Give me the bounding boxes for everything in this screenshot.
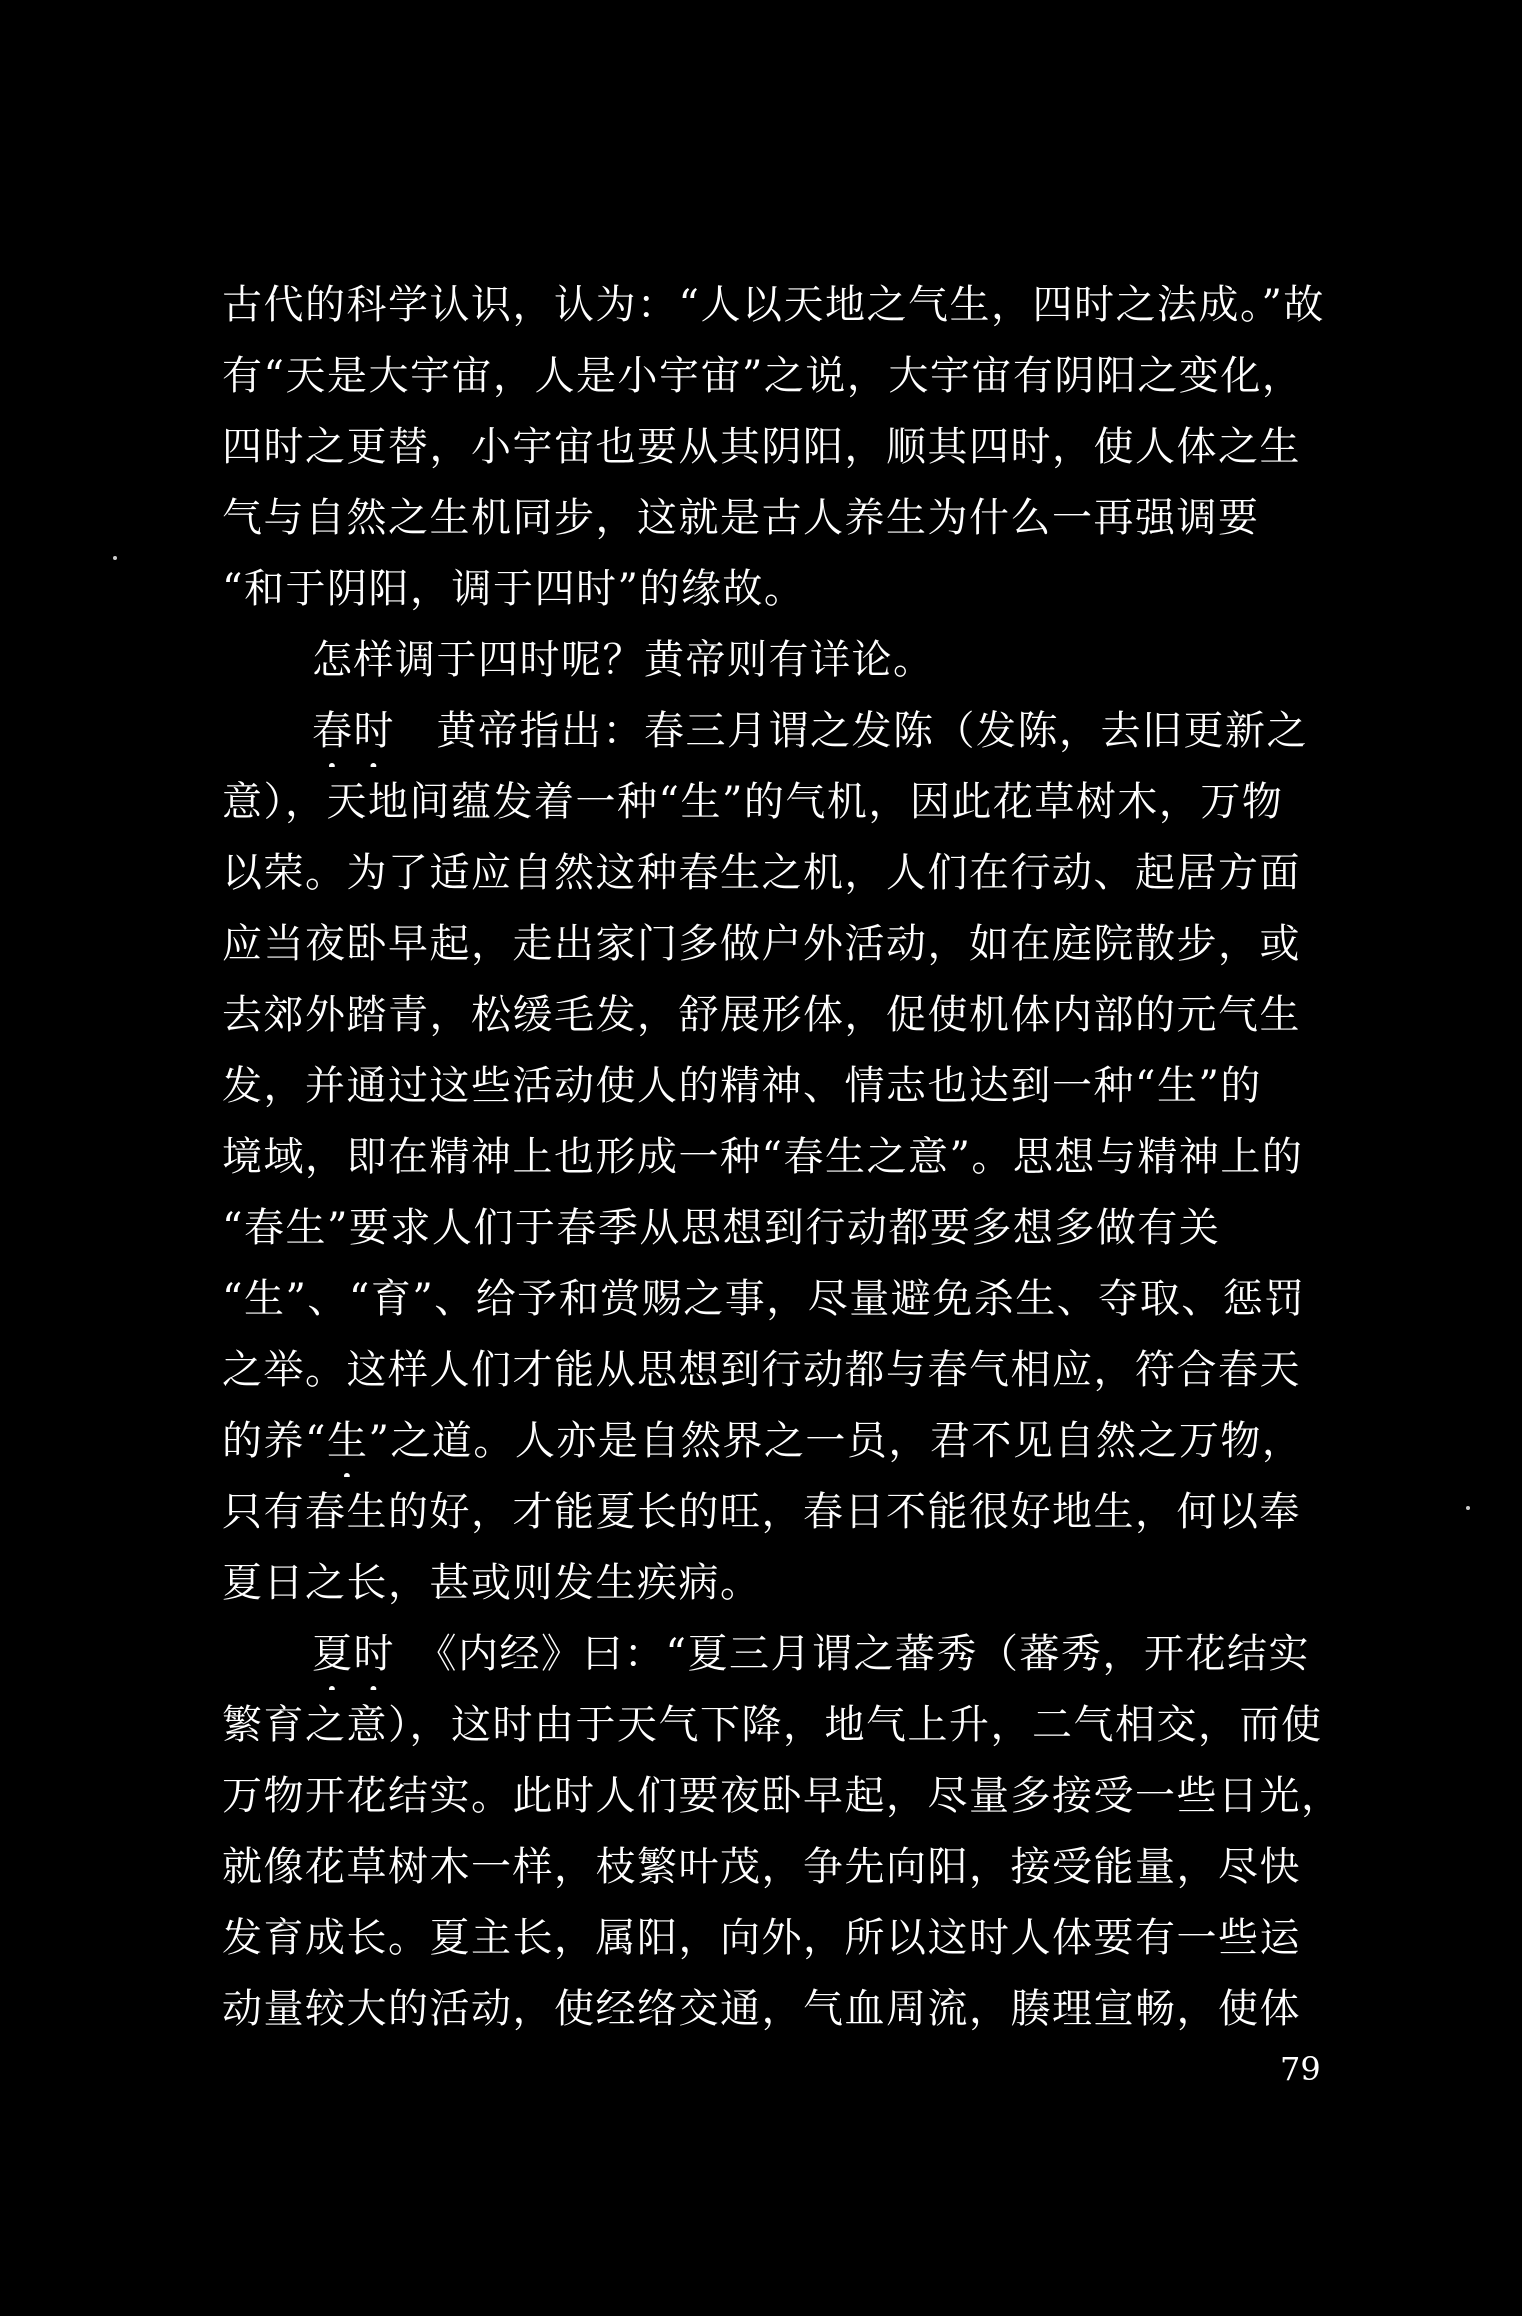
emphasized-char: 生 xyxy=(326,1418,369,1464)
text-line: 只有春生的好，才能夏长的旺，春日不能很好地生，何以奉 xyxy=(222,1489,1301,1535)
text-line: 应当夜卧早起，走出家门多做户外活动，如在庭院散步，或 xyxy=(222,921,1301,967)
text-line: 繁育之意），这时由于天气下降，地气上升，二气相交，而使 xyxy=(222,1702,1323,1748)
text-line: 古代的科学认识，认为：“人以天地之气生，四时之法成。”故 xyxy=(222,282,1325,328)
text-line: “和于阴阳，调于四时”的缘故。 xyxy=(222,566,806,612)
scan-speck xyxy=(1466,1506,1470,1510)
section-heading-summer: 夏时 xyxy=(312,1631,395,1677)
text-line: 以荣。为了适应自然这种春生之机，人们在行动、起居方面 xyxy=(222,850,1301,896)
text-line: 夏日之长，甚或则发生疾病。 xyxy=(222,1560,762,1606)
section-heading-spring: 春时 xyxy=(312,708,395,754)
text-line: 发育成长。夏主长，属阳，向外，所以这时人体要有一些运 xyxy=(222,1915,1301,1961)
text-line: 境域，即在精神上也形成一种“春生之意”。思想与精神上的 xyxy=(222,1134,1304,1180)
page-body xyxy=(222,270,1357,2045)
text-line: 去郊外踏青，松缓毛发，舒展形体，促使机体内部的元气生 xyxy=(222,992,1301,1038)
text-line: 意），天地间蕴发着一种“生”的气机，因此花草树木，万物 xyxy=(222,779,1284,825)
text-line: 四时之更替，小宇宙也要从其阴阳，顺其四时，使人体之生 xyxy=(222,424,1301,470)
text-line: 怎样调于四时呢？黄帝则有详论。 xyxy=(312,637,935,683)
text-line: 气与自然之生机同步，这就是古人养生为什么一再强调要 xyxy=(222,495,1260,541)
text-line: 就像花草树木一样，枝繁叶茂，争先向阳，接受能量，尽快 xyxy=(222,1844,1301,1890)
section-first-line-text: 《内经》曰：“夏三月谓之蕃秀（蕃秀，开花结实 xyxy=(436,1631,1310,1677)
text-line: 万物开花结实。此时人们要夜卧早起，尽量多接受一些日光， xyxy=(222,1773,1343,1819)
text-line: 动量较大的活动，使经络交通，气血周流，腠理宣畅，使体 xyxy=(222,1986,1301,2032)
text-line: “生”、“育”、给予和赏赐之事，尽量避免杀生、夺取、惩罚 xyxy=(222,1276,1306,1322)
page-number: 79 xyxy=(1280,2050,1321,2088)
section-first-line-text: 黄帝指出：春三月谓之发陈（发陈，去旧更新之 xyxy=(436,708,1308,754)
section-first-line xyxy=(222,1619,1357,1690)
section-first-line xyxy=(222,696,1357,767)
text-line: 发，并通过这些活动使人的精神、情志也达到一种“生”的 xyxy=(222,1063,1262,1109)
text-line: 之举。这样人们才能从思想到行动都与春气相应，符合春天 xyxy=(222,1347,1301,1393)
text-line: 有“天是大宇宙，人是小宇宙”之说，大宇宙有阴阳之变化， xyxy=(222,353,1304,399)
text-line: “春生”要求人们于春季从思想到行动都要多想多做有关 xyxy=(222,1205,1221,1251)
text-segment: ”之道。人亦是自然界之一员，君不见自然之万物， xyxy=(368,1418,1304,1464)
text-segment: 的养“ xyxy=(222,1418,327,1464)
text-line-emphasized xyxy=(222,1406,1357,1477)
scan-speck xyxy=(113,556,117,560)
